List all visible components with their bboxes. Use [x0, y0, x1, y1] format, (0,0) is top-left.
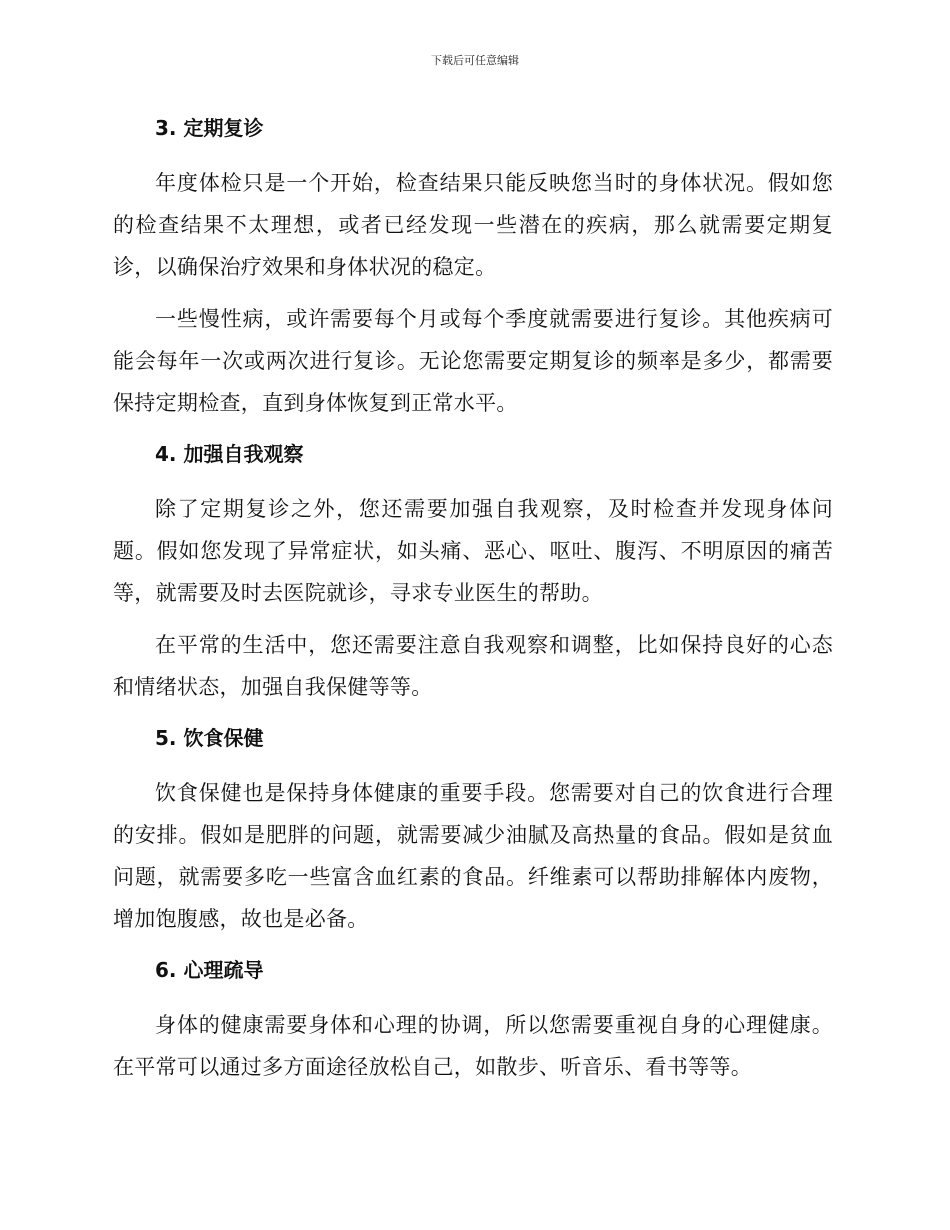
- document-body: [113, 108, 833, 1098]
- page-header: 下载后可任意编辑: [431, 54, 519, 67]
- section-heading: 6. 心理疏导: [155, 958, 264, 982]
- paragraph: 年度体检只是一个开始，检查结果只能反映您当时的身体状况。假如您的检查结果不太理想，或者已经发现一些潜在的疾病，那么就需要定期复诊，以确保治疗效果和身体状况的稳定。: [113, 171, 833, 279]
- section-diet-health: [113, 718, 833, 940]
- section-heading: 3. 定期复诊: [155, 116, 264, 140]
- paragraph: 身体的健康需要身体和心理的协调，所以您需要重视自身的心理健康。在平常可以通过多方面途径放松自己，如散步、听音乐、看书等等。: [113, 1013, 833, 1079]
- paragraph: 一些慢性病，或许需要每个月或每个季度就需要进行复诊。其他疾病可能会每年一次或两次进行复诊。无论您需要定期复诊的频率是多少，都需要保持定期检查，直到身体恢复到正常水平。: [113, 307, 833, 415]
- section-regular-followup: [113, 108, 833, 424]
- section-heading: 5. 饮食保健: [155, 726, 264, 750]
- paragraph: 在平常的生活中，您还需要注意自我观察和调整，比如保持良好的心态和情绪状态，加强自我保健等等。: [113, 633, 833, 699]
- paragraph: 饮食保健也是保持身体健康的重要手段。您需要对自己的饮食进行合理的安排。假如是肥胖的问题，就需要减少油腻及高热量的食品。假如是贫血问题，就需要多吃一些富含血红素的食品。纤维素可以帮助排解体内废物，增加饱腹感，故也是必备。: [113, 781, 833, 931]
- section-heading: 4. 加强自我观察: [155, 442, 304, 466]
- paragraph: 除了定期复诊之外，您还需要加强自我观察，及时检查并发现身体问题。假如您发现了异常症状，如头痛、恶心、呕吐、腹泻、不明原因的痛苦等，就需要及时去医院就诊，寻求专业医生的帮助。: [113, 497, 833, 605]
- section-psychological-guidance: [113, 950, 833, 1088]
- section-self-observation: [113, 434, 833, 708]
